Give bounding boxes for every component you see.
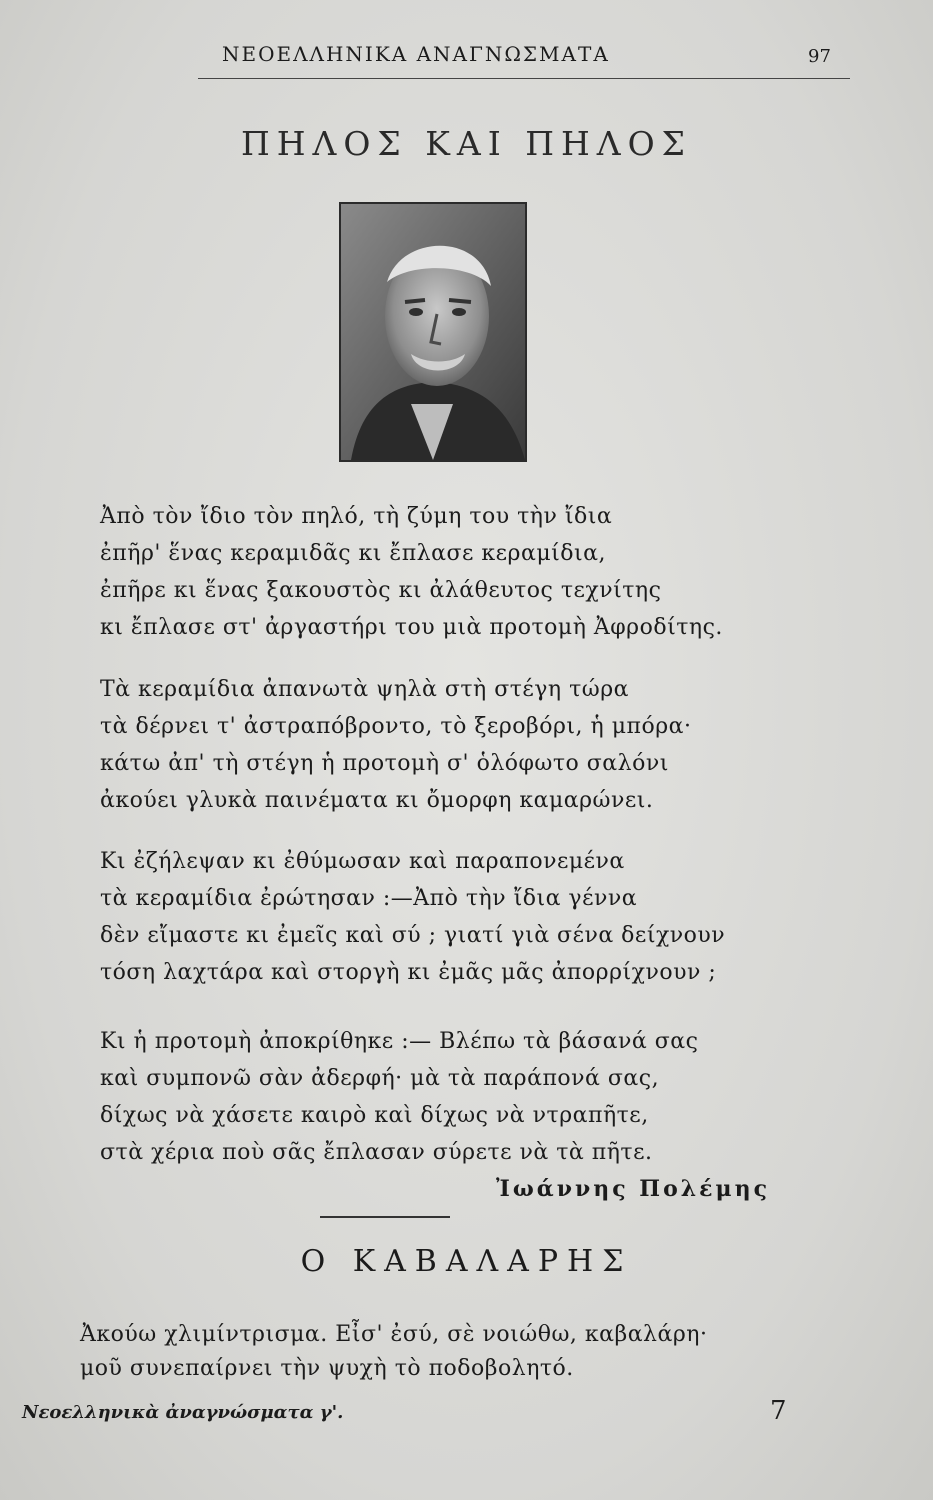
stanza-3 bbox=[100, 843, 800, 991]
verse-line: ἐπῆρ' ἕνας κεραμιδᾶς κι ἔπλασε κεραμίδια, bbox=[100, 541, 606, 566]
page-number: 97 bbox=[808, 46, 831, 67]
section-text bbox=[80, 1318, 707, 1386]
verse-line: Ἀπὸ τὸν ἴδιο τὸν πηλό, τὴ ζύμη του τὴν ἴδια bbox=[100, 504, 613, 529]
verse-line: καὶ συμπονῶ σὰν ἀδερφή· μὰ τὰ παράπονά σας, bbox=[100, 1066, 660, 1091]
printer-signature: Νεοελληνικὰ ἀναγνώσματα γ'. bbox=[22, 1402, 344, 1423]
section-divider bbox=[320, 1216, 450, 1218]
verse-line: στὰ χέρια ποὺ σᾶς ἔπλασαν σύρετε νὰ τὰ πῆτε. bbox=[100, 1140, 653, 1165]
poem-title: ΠΗΛΟΣ ΚΑΙ ΠΗΛΟΣ bbox=[240, 124, 693, 163]
verse-line: κάτω ἀπ' τὴ στέγη ἡ προτομὴ σ' ὁλόφωτο σαλόνι bbox=[100, 751, 669, 776]
stanza-2 bbox=[100, 671, 800, 819]
verse-line: τόση λαχτάρα καὶ στοργὴ κι ἐμᾶς μᾶς ἀπορρίχνουν ; bbox=[100, 960, 717, 985]
running-title: ΝΕΟΕΛΛΗΝΙΚΑ ΑΝΑΓΝΩΣΜΑΤΑ bbox=[222, 42, 610, 66]
verse-line: δὲν εἴμαστε κι ἐμεῖς καὶ σύ ; γιατί γιὰ σένα δείχνουν bbox=[100, 923, 726, 948]
verse-line: Κι ἐζήλεψαν κι ἐθύμωσαν καὶ παραπονεμένα bbox=[100, 849, 625, 874]
verse-line: δίχως νὰ χάσετε καιρὸ καὶ δίχως νὰ ντραπῆτε, bbox=[100, 1103, 649, 1128]
verse-line: ἀκούει γλυκὰ παινέματα κι ὄμορφη καμαρώνει. bbox=[100, 788, 654, 813]
verse-line: Τὰ κεραμίδια ἀπανωτὰ ψηλὰ στὴ στέγη τώρα bbox=[100, 677, 630, 702]
portrait-photo bbox=[341, 204, 525, 460]
verse-line: τὰ δέρνει τ' ἀστραπόβροντο, τὸ ξεροβόρι, ἡ μπόρα· bbox=[100, 714, 692, 739]
verse-line: Κι ἡ προτομὴ ἀποκρίθηκε :— Βλέπω τὰ βάσανά σας bbox=[100, 1029, 699, 1054]
verse-line: κι ἔπλασε στ' ἀργαστήρι του μιὰ προτομὴ Ἀφροδίτης. bbox=[100, 615, 723, 640]
stanza-1 bbox=[100, 498, 800, 646]
section-title: Ο ΚΑΒΑΛΑΡΗΣ bbox=[300, 1244, 633, 1279]
verse-line: μοῦ συνεπαίρνει τὴν ψυχὴ τὸ ποδοβολητό. bbox=[80, 1356, 574, 1381]
verse-line: τὰ κεραμίδια ἐρώτησαν :—Ἀπὸ τὴν ἴδια γέννα bbox=[100, 886, 638, 911]
verse-line: Ἀκούω χλιμίντρισμα. Εἶσ' ἐσύ, σὲ νοιώθω, καβαλάρη· bbox=[80, 1322, 708, 1347]
author-name: Ἰωάννης Πολέμης bbox=[496, 1176, 771, 1202]
stanza-4 bbox=[100, 1023, 800, 1171]
author-portrait bbox=[339, 202, 527, 462]
signature-mark: 7 bbox=[770, 1396, 787, 1426]
verse-line: ἐπῆρε κι ἕνας ξακουστὸς κι ἀλάθευτος τεχνίτης bbox=[100, 578, 662, 603]
header-rule bbox=[198, 78, 850, 79]
